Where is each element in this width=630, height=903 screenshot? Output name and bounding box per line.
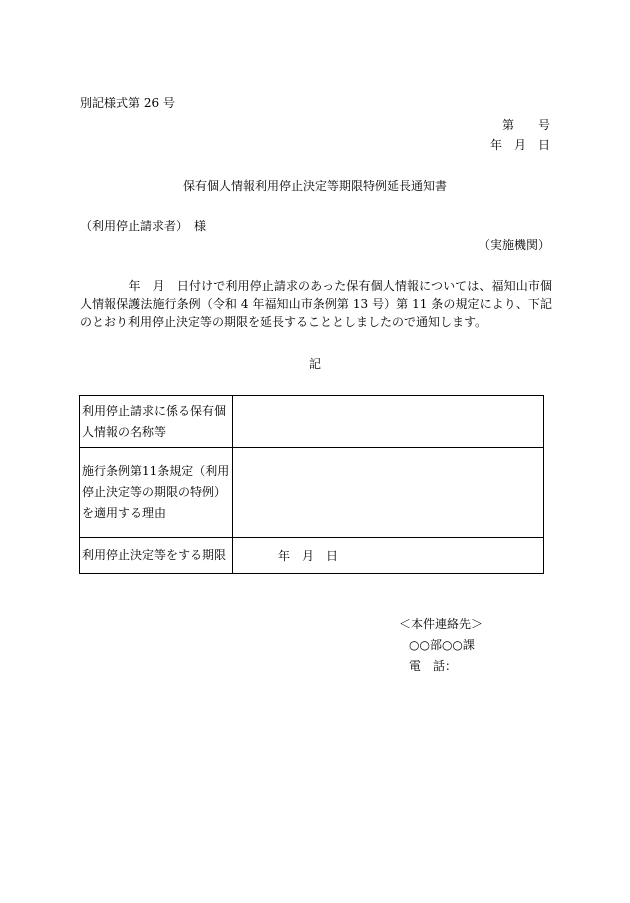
addressee: （利用停止請求者） 様	[80, 219, 207, 233]
table-row	[80, 448, 544, 538]
table-label-info-name: 利用停止請求に係る保有個人情報の名称等	[80, 396, 233, 448]
issuing-agency: （実施機関）	[477, 238, 550, 252]
contact-title: ＜本件連絡先＞	[399, 617, 484, 631]
form-number: 別記様式第 26 号	[80, 96, 175, 110]
table-value-info-name	[233, 396, 544, 448]
document-number: 第 号	[501, 118, 550, 132]
table-value-reason	[233, 448, 544, 538]
table-row	[80, 396, 544, 448]
table-row	[80, 538, 544, 574]
table-value-deadline: 年 月 日	[233, 538, 544, 574]
document-date: 年 月 日	[489, 138, 550, 152]
contact-department: ○○部○○課	[409, 638, 475, 652]
detail-table	[79, 395, 544, 574]
contact-phone: 電 話：	[409, 659, 458, 673]
table-label-deadline: 利用停止決定等をする期限	[80, 538, 233, 574]
table-label-reason: 施行条例第11条規定（利用停止決定等の期限の特例）を適用する理由	[80, 448, 233, 538]
notice-body: 年 月 日付けで利用停止請求のあった保有個人情報については、福知山市個人情報保護法施行条例（令和 4 年福知山市条例第 13 号）第 11 条の規定により、下記のとおり利用停止決定等の期限を延長することとしましたので通知します。	[80, 279, 552, 329]
ki-heading: 記	[308, 357, 321, 371]
document-title: 保有個人情報利用停止決定等期限特例延長通知書	[182, 179, 447, 193]
